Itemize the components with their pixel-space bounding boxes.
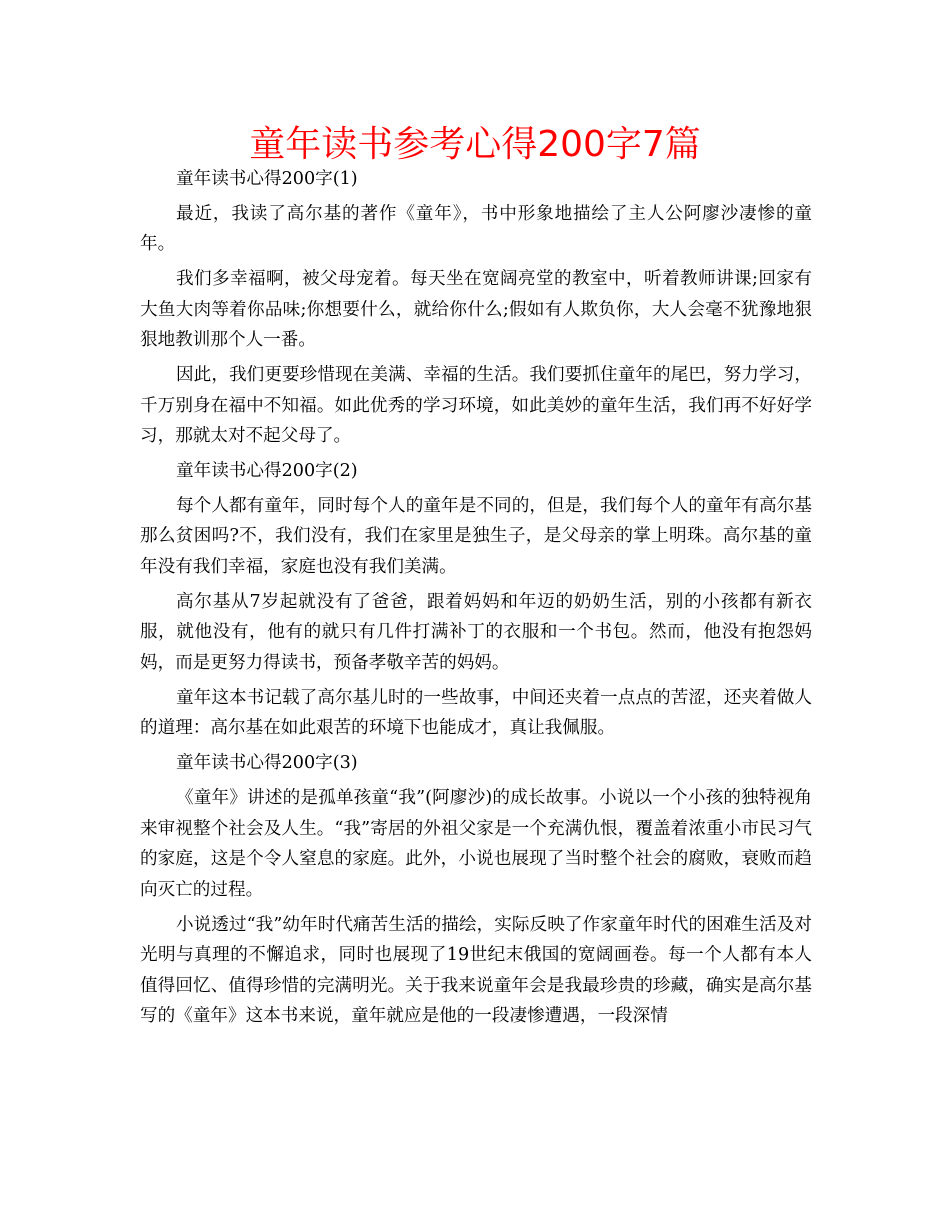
section-heading-1: 童年读书心得200字(1) (176, 169, 358, 189)
paragraph: 因此，我们更要珍惜现在美满、幸福的生活。我们要抓住童年的尾巴，努力学习，千万别身在福中不知福。如此优秀的学习环境，如此美妙的童年生活，我们再不好好学习，那就太对不起父母了。 (140, 365, 812, 447)
paragraph: 高尔基从7岁起就没有了爸爸，跟着妈妈和年迈的奶奶生活，别的小孩都有新衣服，就他没有，他有的就只有几件打满补丁的衣服和一个书包。然而，他没有抱怨妈妈，而是更努力得读书，预备孝敬辛苦的妈妈。 (140, 591, 812, 674)
paragraph: 我们多幸福啊，被父母宠着。每天坐在宽阔亮堂的教室中，听着教师讲课;回家有大鱼大肉等着你品味;你想要什么，就给你什么;假如有人欺负你，大人会毫不犹豫地狠狠地教训那个人一番。 (140, 269, 812, 351)
document-body (140, 164, 812, 1036)
paragraph: 每个人都有童年，同时每个人的童年是不同的，但是，我们每个人的童年有高尔基那么贫困吗?不，我们没有，我们在家里是独生子，是父母亲的掌上明珠。高尔基的童年没有我们幸福，家庭也没有我们美满。 (140, 495, 812, 578)
section-heading-2: 童年读书心得200字(2) (176, 461, 358, 482)
paragraph: 小说透过“我”幼年时代痛苦生活的描绘，实际反映了作家童年时代的困难生活及对光明与真理的不懈追求，同时也展现了19世纪末俄国的宽阔画卷。每一个人都有本人值得回忆、值得珍惜的完满明光。关于我来说童年会是我最珍贵的珍藏，确实是高尔基写的《童年》这本书来说，童年就应是他的一段凄惨遭遇，一段深情 (140, 914, 812, 1027)
paragraph: 《童年》讲述的是孤单孩童“我”(阿廖沙)的成长故事。小说以一个小孩的独特视角来审视整个社会及人生。“我”寄居的外祖父家是一个充满仇恨，覆盖着浓重小市民习气的家庭，这是个令人窒息的家庭。此外，小说也展现了当时整个社会的腐败，衰败而趋向灭亡的过程。 (140, 787, 812, 900)
paragraph: 童年这本书记载了高尔基儿时的一些故事，中间还夹着一点点的苦涩，还夹着做人的道理：高尔基在如此艰苦的环境下也能成才，真让我佩服。 (140, 687, 812, 739)
paragraph: 最近，我读了高尔基的著作《童年》，书中形象地描绘了主人公阿廖沙凄惨的童年。 (140, 203, 812, 255)
section-heading-3: 童年读书心得200字(3) (176, 753, 358, 774)
document-title: 童年读书参考心得200字7篇 (249, 124, 701, 165)
